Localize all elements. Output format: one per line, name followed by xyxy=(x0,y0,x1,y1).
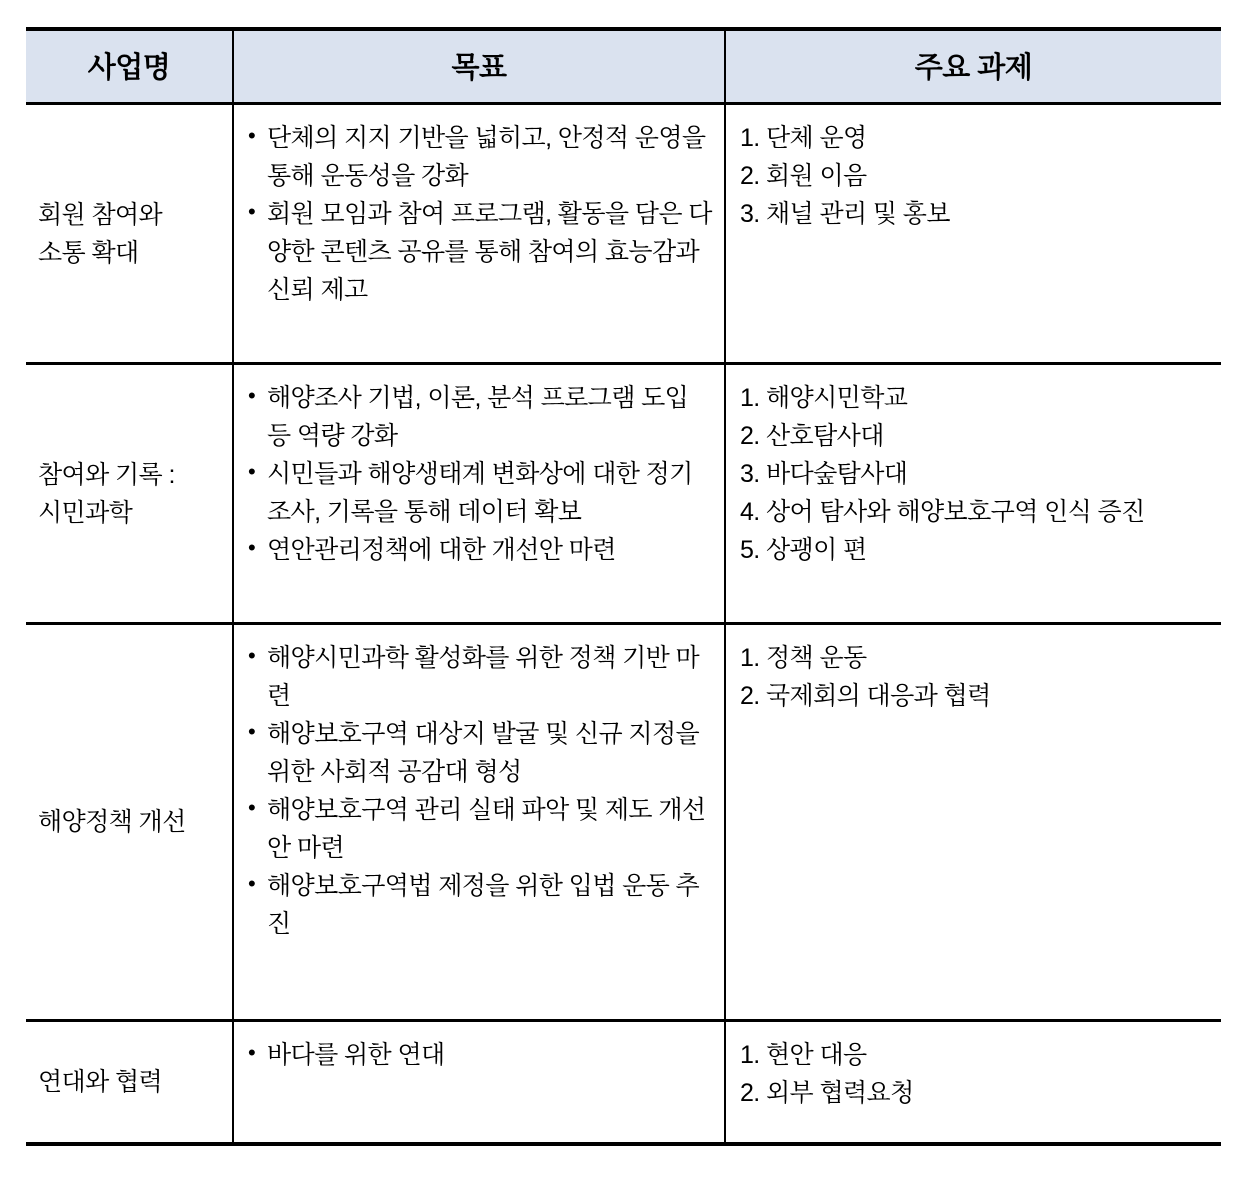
column-header-goal: 목표 xyxy=(233,29,725,104)
goal-item: • 연안관리정책에 대한 개선안 마련 xyxy=(248,531,714,569)
task-item: 3. 채널 관리 및 홍보 xyxy=(740,200,950,228)
task-item: 4. 상어 탐사와 해양보호구역 인식 증진 xyxy=(740,498,1145,526)
goal-item: • 시민들과 해양생태계 변화상에 대한 정기 조사, 기록을 통해 데이터 확보 xyxy=(248,455,714,531)
column-header-tasks: 주요 과제 xyxy=(725,29,1221,104)
table-row xyxy=(26,104,1221,364)
table-row xyxy=(26,1021,1221,1144)
task-item: 1. 해양시민학교 xyxy=(740,384,908,412)
cell-tasks xyxy=(725,364,1221,624)
cell-tasks xyxy=(725,624,1221,1021)
table-row xyxy=(26,364,1221,624)
cell-goals xyxy=(233,1021,725,1144)
task-list xyxy=(740,1036,1211,1112)
task-list xyxy=(740,379,1211,569)
cell-goals xyxy=(233,624,725,1021)
task-item: 2. 회원 이음 xyxy=(740,162,867,190)
goal-item: • 회원 모임과 참여 프로그램, 활동을 담은 다양한 콘텐츠 공유를 통해 참여의 효능감과 신뢰 제고 xyxy=(248,195,714,309)
table-row xyxy=(26,624,1221,1021)
goal-item: • 해양보호구역 대상지 발굴 및 신규 지정을 위한 사회적 공감대 형성 xyxy=(248,715,714,791)
program-name-line: 해양정책 개선 xyxy=(38,808,186,836)
task-list xyxy=(740,639,1211,715)
goal-item: • 해양시민과학 활성화를 위한 정책 기반 마련 xyxy=(248,639,714,715)
program-name-line: 시민과학 xyxy=(38,498,133,527)
cell-goals xyxy=(233,364,725,624)
cell-program-name xyxy=(26,624,233,1021)
goal-list xyxy=(248,1036,714,1074)
program-name-line: 소통 확대 xyxy=(38,238,139,267)
cell-tasks xyxy=(725,1021,1221,1144)
goal-list xyxy=(248,379,714,569)
task-item: 2. 국제회의 대응과 협력 xyxy=(740,682,991,710)
goal-item: • 해양조사 기법, 이론, 분석 프로그램 도입 등 역량 강화 xyxy=(248,379,714,455)
table-header xyxy=(26,29,1221,104)
task-item: 5. 상괭이 편 xyxy=(740,536,867,564)
cell-tasks xyxy=(725,104,1221,364)
task-item: 1. 정책 운동 xyxy=(740,644,867,672)
goal-item: • 바다를 위한 연대 xyxy=(248,1036,714,1074)
cell-goals xyxy=(233,104,725,364)
task-item: 1. 단체 운영 xyxy=(740,124,867,152)
program-name-line: 참여와 기록 : xyxy=(38,460,175,489)
column-header-name: 사업명 xyxy=(26,29,233,104)
program-name-line: 연대와 협력 xyxy=(38,1067,163,1096)
cell-program-name xyxy=(26,364,233,624)
cell-program-name xyxy=(26,1021,233,1144)
program-name-line: 회원 참여와 xyxy=(38,200,163,229)
goal-item: • 해양보호구역 관리 실태 파악 및 제도 개선안 마련 xyxy=(248,791,714,867)
goal-list xyxy=(248,119,714,309)
table-body xyxy=(26,104,1221,1144)
goal-item: • 단체의 지지 기반을 넓히고, 안정적 운영을 통해 운동성을 강화 xyxy=(248,119,714,195)
task-list xyxy=(740,119,1211,233)
plan-table xyxy=(26,27,1221,1146)
task-item: 2. 산호탐사대 xyxy=(740,422,884,450)
task-item: 1. 현안 대응 xyxy=(740,1041,867,1069)
cell-program-name xyxy=(26,104,233,364)
goal-item: • 해양보호구역법 제정을 위한 입법 운동 추진 xyxy=(248,867,714,943)
goal-list xyxy=(248,639,714,943)
header-row xyxy=(26,29,1221,104)
task-item: 2. 외부 협력요청 xyxy=(740,1079,914,1107)
task-item: 3. 바다숲탐사대 xyxy=(740,460,908,488)
plan-table-container xyxy=(26,27,1221,1146)
